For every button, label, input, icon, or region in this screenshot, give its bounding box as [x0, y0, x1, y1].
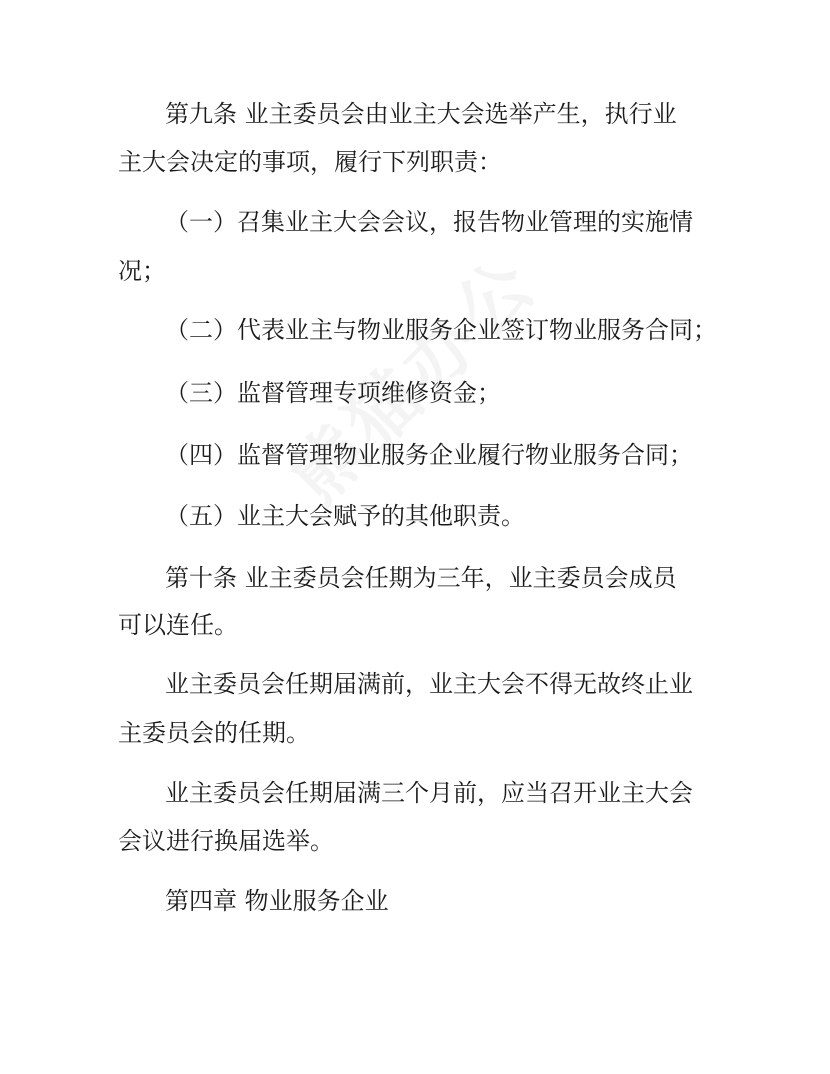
item-2: （二）代表业主与物业服务企业签订物业服务合同；: [165, 316, 717, 344]
watermark: [262, 237, 538, 513]
paragraph-term-line-2: 主委员会的任期。: [118, 719, 310, 747]
article-9-line-2: 主大会决定的事项，履行下列职责：: [118, 148, 502, 176]
chapter-4-heading: 第四章 物业服务企业: [165, 887, 389, 915]
paragraph-election-line-2: 会议进行换届选举。: [118, 827, 334, 855]
article-9-line-1: 第九条 业主委员会由业主大会选举产生，执行业: [165, 100, 677, 128]
paragraph-term-line-1: 业主委员会任期届满前，业主大会不得无故终止业: [165, 670, 693, 698]
item-1-line-2: 况；: [118, 257, 166, 285]
item-5: （五）业主大会赋予的其他职责。: [165, 502, 525, 530]
article-10-line-2: 可以连任。: [118, 611, 238, 639]
article-10-line-1: 第十条 业主委员会任期为三年，业主委员会成员: [165, 564, 677, 592]
item-3: （三）监督管理专项维修资金；: [165, 379, 501, 407]
paragraph-election-line-1: 业主委员会任期届满三个月前，应当召开业主大会: [165, 779, 693, 807]
item-4: （四）监督管理物业服务企业履行物业服务合同；: [165, 441, 693, 469]
item-1-line-1: （一）召集业主大会会议，报告物业管理的实施情: [165, 208, 693, 236]
